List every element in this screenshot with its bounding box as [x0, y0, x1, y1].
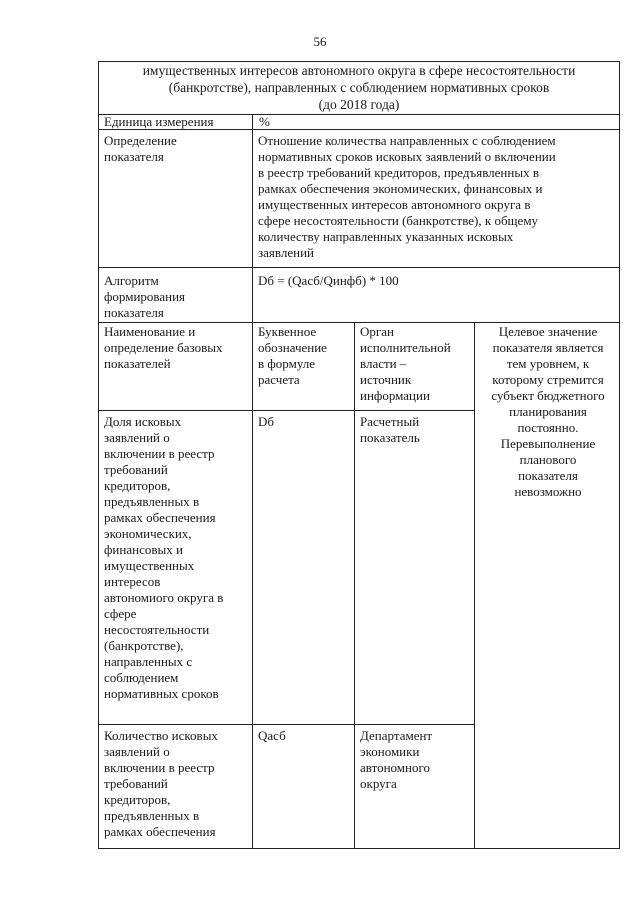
column-divider-letter — [354, 322, 355, 849]
base-letter-header: Буквенное обозначение в формуле расчета — [258, 324, 327, 387]
table-border-bottom — [98, 848, 620, 849]
indicator-table — [98, 61, 620, 849]
target-value-note: Целевое значение показателя является тем уровнем, к которому стремится субъект бюджетного планирования постоянно. Перевыполнение планового показателя невозможно — [491, 324, 605, 499]
share-source: Расчетный показатель — [360, 414, 420, 445]
unit-value: % — [259, 114, 270, 129]
page-number: 56 — [313, 34, 327, 49]
share-name: Доля исковых заявлений о включении в реестр требований кредиторов, предъявленных в рамках обеспечения экономических, финансовых и имущественных интересов автономиого округа в сфере несостоятельности (банкротстве), направленных с соблюдением нормативных сроков — [104, 414, 224, 701]
row-divider-share — [98, 724, 475, 725]
share-letter: Dб — [258, 414, 275, 429]
row-divider-definition — [98, 267, 620, 268]
row-divider-base-header — [98, 410, 475, 411]
base-source-header: Орган исполнительной власти – источник информации — [360, 324, 451, 403]
count-name: Количество исковых заявлений о включении в реестр требований кредиторов, предъявленных в рамках обеспечения — [104, 728, 218, 839]
column-divider-label — [252, 114, 253, 849]
algorithm-label: Алгоритм формирования показателя — [104, 273, 186, 320]
count-source: Департамент экономики автономного округа — [360, 728, 433, 791]
count-letter: Qасб — [258, 728, 286, 743]
base-name-header: Наименование и определение базовых показателей — [104, 324, 223, 371]
row-divider-algorithm — [98, 322, 620, 323]
table-border-left — [98, 61, 99, 849]
algorithm-formula: Dб = (Qасб/Qинфб) * 100 — [258, 273, 399, 288]
definition-value: Отношение количества направленных с соблюдением нормативных сроков исковых заявлений о включении в реестр требований кредиторов, предъявленных в рамках обеспечения экономических, финансовых и имущественных интересов автономного округа в сфере несостоятельности (банкротстве), к общему количеству направленных указанных исковых заявлений — [258, 133, 556, 260]
indicator-title: имущественных интересов автономного округа в сфере несостоятельности (банкротстве), направленных с соблюдением нормативных сроков (до 2018 года) — [142, 63, 576, 112]
definition-label: Определение показателя — [104, 133, 177, 164]
unit-label: Единица измерения — [104, 114, 214, 129]
column-divider-source — [474, 322, 475, 849]
table-border-right — [619, 61, 620, 849]
